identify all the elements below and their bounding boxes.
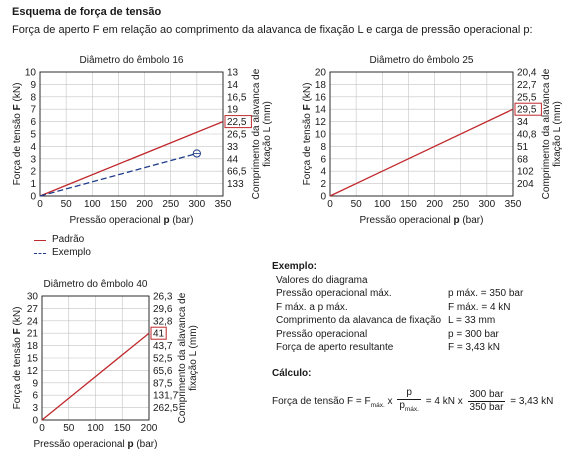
- legend-label-example: Exemplo: [52, 247, 91, 258]
- calculation-block: [272, 368, 553, 413]
- y2-tick-label: 34: [517, 117, 529, 129]
- x-axis-label-part: (bar): [169, 215, 194, 226]
- y-axis-label-part: F: [302, 104, 313, 111]
- calc-frac2-num: 300 bar: [469, 389, 504, 400]
- example-value-force: F = 3,43 kN: [448, 342, 500, 353]
- example-intro-text: Valores do diagrama: [276, 274, 368, 286]
- chart-piston-16: [0, 50, 290, 236]
- y2-tick-label: 19: [227, 104, 239, 116]
- y-tick-label: 2: [30, 166, 36, 178]
- y2-tick-label: 13: [227, 67, 239, 79]
- y2-tick-label: 87,5: [153, 378, 173, 390]
- y-tick-label: 6: [32, 390, 38, 402]
- y2-tick-label: 133: [227, 179, 244, 191]
- x-axis-label-part: p: [163, 215, 170, 226]
- y-tick-label: 30: [26, 291, 38, 303]
- calc-frac1-den-sub: máx.: [404, 406, 419, 413]
- example-value-fmax: F máx. = 4 kN: [448, 301, 511, 313]
- x-axis-label-part: Pressão operacional: [69, 215, 164, 226]
- x-tick-label: 150: [113, 423, 131, 434]
- legend-swatch-standard: [34, 240, 46, 241]
- calc-frac1-den: [397, 400, 421, 416]
- x-tick-label: 350: [504, 199, 522, 210]
- x-tick-label: 50: [63, 423, 75, 434]
- chart-title: Diâmetro do êmbolo 16: [79, 55, 184, 66]
- y2-tick-label: 131,7: [153, 390, 179, 402]
- y-axis-label-part: Força de tensão: [302, 110, 313, 186]
- calc-mid: = 4 kN x: [425, 396, 466, 408]
- calc-frac2-den: 350 bar: [469, 402, 504, 413]
- y2-tick-label: 16,5: [227, 92, 247, 104]
- diagram-heading: Esquema de força de tensão: [12, 6, 162, 18]
- y-tick-label: 6: [30, 117, 36, 129]
- example-value-lever: L = 33 mm: [448, 315, 496, 326]
- x-tick-label: 300: [478, 199, 496, 210]
- y-axis-label-part: (kN): [302, 82, 313, 105]
- y2-tick-label: 22,7: [517, 79, 537, 91]
- y2-tick-label: 29,5: [517, 104, 537, 116]
- calculation-formula: [272, 387, 553, 421]
- y-tick-label: 5: [30, 129, 36, 141]
- calc-fraction-bar: [468, 389, 506, 414]
- chart-title: Diâmetro do êmbolo 25: [369, 55, 474, 66]
- y-tick-label: 3: [30, 154, 36, 166]
- y-axis-label: [12, 307, 23, 410]
- y-tick-label: 24: [26, 316, 38, 328]
- y2-tick-label: 29,6: [153, 303, 173, 315]
- chart-title: Diâmetro do êmbolo 40: [43, 279, 148, 290]
- x-tick-label: 50: [60, 199, 72, 210]
- y-tick-label: 9: [30, 79, 36, 91]
- y-axis-label-part: Força de tensão: [12, 110, 23, 186]
- y2-tick-label: 26,3: [153, 291, 173, 303]
- y-tick-label: 18: [314, 79, 326, 91]
- y-tick-label: 27: [26, 303, 38, 315]
- y-tick-label: 1: [30, 179, 36, 191]
- y-tick-label: 7: [30, 104, 36, 116]
- x-axis-label-part: p: [127, 439, 134, 450]
- y2-tick-label: 43,7: [153, 341, 173, 353]
- y-tick-label: 14: [314, 104, 326, 116]
- example-label-lever: Comprimento da alavanca de fixação: [276, 315, 442, 326]
- x-tick-label: 300: [188, 199, 206, 210]
- example-label-pmax: Pressão operacional máx.: [276, 288, 392, 299]
- y2-tick-label: 22,5: [227, 117, 247, 129]
- y-axis-label-part: F: [12, 104, 23, 111]
- example-value-pmax: p máx. = 350 bar: [448, 288, 524, 299]
- y-tick-label: 15: [26, 353, 38, 365]
- y-tick-label: 10: [314, 129, 326, 141]
- diagram-subheading: Força de aperto F em relação ao comprimento da alavanca de fixação L e carga de pressão operacional p:: [12, 24, 533, 36]
- y2-tick-label: 40,8: [517, 129, 537, 141]
- y-tick-label: 2: [320, 179, 326, 191]
- y2-tick-label: 262,5: [153, 403, 179, 415]
- y-axis-label-part: (kN): [12, 82, 23, 105]
- y2-tick-label: 68: [517, 154, 529, 166]
- x-tick-label: 0: [327, 199, 333, 210]
- x-axis-label-part: (bar): [459, 215, 484, 226]
- y-tick-label: 8: [30, 92, 36, 104]
- x-tick-label: 0: [37, 199, 43, 210]
- y-tick-label: 16: [314, 92, 326, 104]
- y2-axis-label-line: Comprimento da alavanca de: [251, 68, 262, 200]
- x-tick-label: 200: [426, 199, 443, 210]
- example-intro: [272, 274, 368, 288]
- y-tick-label: 21: [26, 328, 38, 340]
- calc-result: = 3,43 kN: [510, 396, 554, 408]
- y2-tick-label: 102: [517, 166, 534, 178]
- calc-fraction-pressure: [397, 387, 421, 416]
- example-title: Exemplo:: [272, 261, 318, 272]
- y-axis-label-part: (kN): [12, 306, 23, 329]
- y2-axis-label-line: fixação L (mm): [188, 325, 199, 391]
- x-tick-label: 250: [452, 199, 470, 210]
- y-axis-label-part: F: [12, 328, 23, 335]
- y-tick-label: 4: [30, 141, 36, 153]
- x-axis-label-part: Pressão operacional: [359, 215, 454, 226]
- example-row-pmax: [272, 287, 524, 301]
- x-tick-label: 200: [140, 423, 158, 434]
- y2-tick-label: 26,5: [227, 129, 247, 141]
- example-row-force: [272, 341, 500, 355]
- y-tick-label: 18: [26, 341, 38, 353]
- y2-axis-label: [251, 68, 273, 199]
- y-tick-label: 9: [32, 378, 38, 390]
- y-tick-label: 6: [320, 154, 326, 166]
- x-tick-label: 100: [373, 199, 391, 210]
- chart-piston-25: [290, 50, 580, 236]
- example-row-lever: [272, 314, 496, 328]
- y-tick-label: 10: [24, 67, 36, 79]
- x-axis-label-part: Pressão operacional: [33, 439, 128, 450]
- calculation-title: Cálculo:: [272, 368, 312, 379]
- example-value-pressure: p = 300 bar: [448, 328, 499, 340]
- y2-axis-label: [541, 68, 563, 199]
- y2-tick-label: 65,6: [153, 365, 173, 377]
- x-tick-label: 0: [39, 423, 45, 434]
- y-axis-label-part: Força de tensão: [12, 334, 23, 410]
- y2-axis-label-line: Comprimento da alavanca de: [177, 292, 188, 424]
- y2-tick-label: 44: [227, 154, 239, 166]
- calc-times: x: [384, 396, 396, 408]
- y2-axis-label-line: fixação L (mm): [552, 101, 563, 167]
- y-axis-label: [302, 83, 313, 186]
- example-row-pressure: [272, 328, 499, 342]
- x-tick-label: 150: [400, 199, 417, 210]
- x-axis-label: [360, 215, 484, 226]
- x-tick-label: 350: [214, 199, 232, 210]
- y2-tick-label: 51: [517, 141, 529, 153]
- y2-axis-label-line: Comprimento da alavanca de: [541, 68, 552, 200]
- y2-tick-label: 32,8: [153, 316, 173, 328]
- y-tick-label: 12: [314, 117, 326, 129]
- x-tick-label: 200: [136, 199, 153, 210]
- example-row-fmax: [272, 301, 511, 315]
- example-label-force: Força de aperto resultante: [276, 342, 394, 353]
- y2-tick-label: 25,5: [517, 92, 537, 104]
- legend-label-standard: Padrão: [52, 234, 85, 245]
- y2-axis-label-line: fixação L (mm): [262, 101, 273, 167]
- y2-tick-label: 14: [227, 79, 239, 91]
- example-label-pressure: Pressão operacional: [276, 328, 368, 340]
- y-tick-label: 0: [32, 415, 38, 427]
- y2-tick-label: 41: [153, 328, 165, 340]
- y2-tick-label: 52,5: [153, 353, 173, 365]
- example-block: [272, 260, 524, 355]
- y2-tick-label: 204: [517, 179, 534, 191]
- y-tick-label: 0: [320, 191, 326, 203]
- calc-lead: Força de tensão F = F: [272, 396, 371, 408]
- y-axis-label: [12, 83, 23, 186]
- calc-fmax-sub: máx.: [370, 402, 385, 410]
- x-tick-label: 100: [83, 199, 101, 210]
- y2-axis-label: [177, 292, 199, 423]
- y-tick-label: 12: [26, 365, 38, 377]
- calc-frac1-den-text: p: [399, 400, 405, 411]
- x-tick-label: 100: [87, 423, 104, 434]
- series-line-standard: [330, 109, 513, 196]
- chart-piston-40: [0, 274, 230, 460]
- x-tick-label: 50: [350, 199, 362, 210]
- y2-tick-label: 66,5: [227, 166, 247, 178]
- y-tick-label: 4: [320, 166, 326, 178]
- y-tick-label: 0: [30, 191, 36, 203]
- y-tick-label: 20: [314, 67, 326, 79]
- x-tick-label: 250: [162, 199, 180, 210]
- legend-swatch-example: [34, 253, 46, 254]
- y2-tick-label: 20,4: [517, 67, 537, 79]
- example-label-fmax: F máx. a p máx.: [276, 301, 348, 313]
- y2-tick-label: 33: [227, 141, 239, 153]
- x-axis-label: [34, 439, 158, 450]
- y-tick-label: 3: [32, 403, 38, 415]
- y-tick-label: 8: [320, 141, 326, 153]
- x-tick-label: 150: [110, 199, 127, 210]
- x-axis-label-part: p: [453, 215, 460, 226]
- x-axis-label: [70, 215, 194, 226]
- x-axis-label-part: (bar): [133, 439, 158, 450]
- calc-frac1-num: p: [397, 387, 421, 400]
